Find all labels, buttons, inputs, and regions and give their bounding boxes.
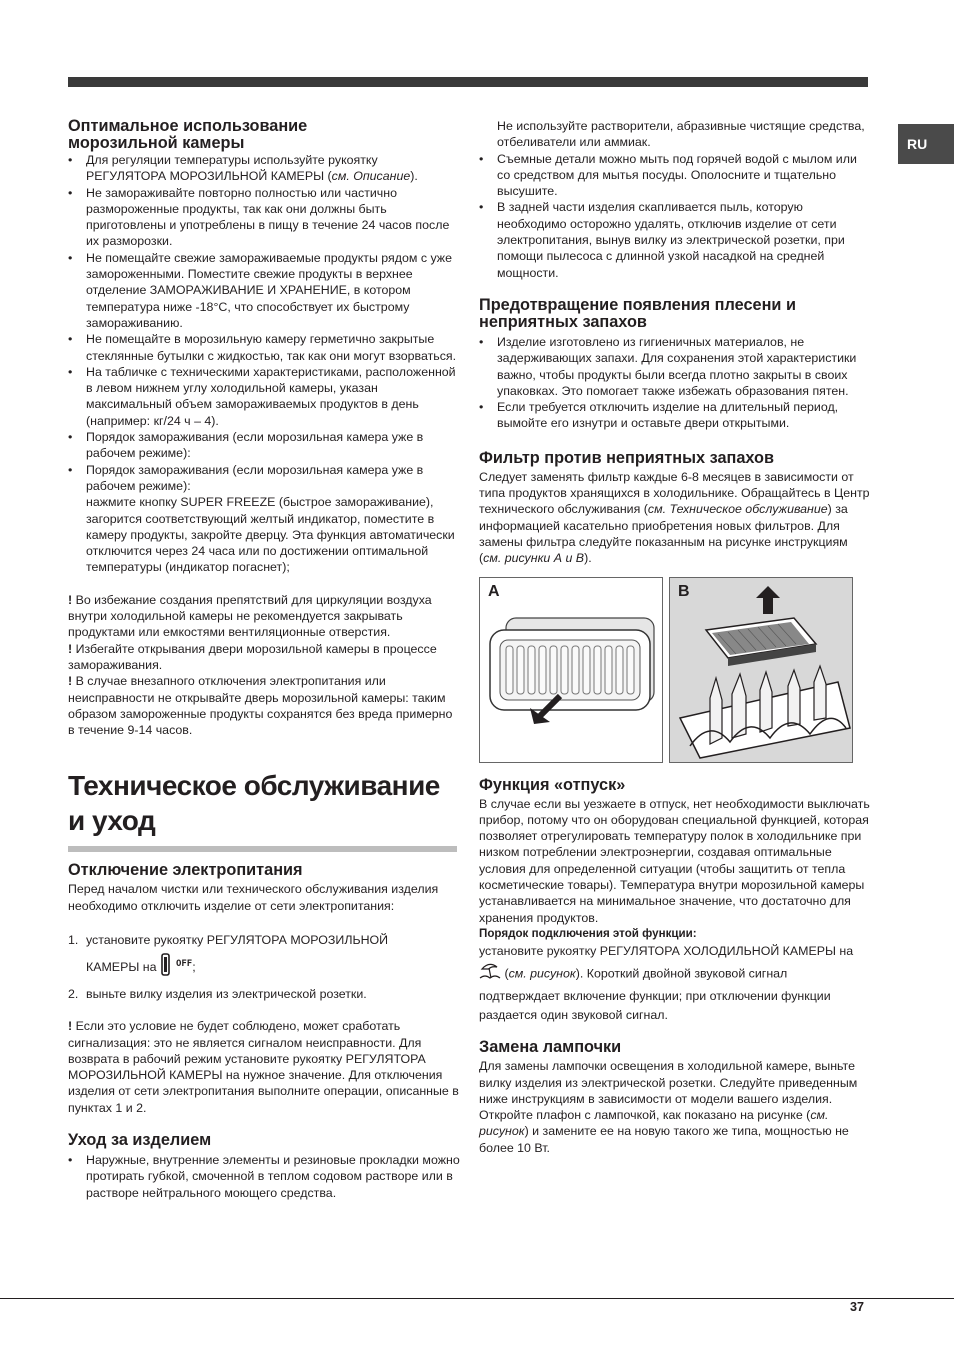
freezer-section-title: [68, 118, 460, 152]
list-item: 2. выньте вилку изделия из электрической розетки.: [68, 986, 367, 1001]
list-item: • На табличке с техническими характеристиками, расположенной в левом нижнем углу холодильной камеры, указан максимальный объем замораживаемых продуктов в день (например: кг/24 ч – 4).: [68, 364, 460, 429]
freezer-title-line-2: морозильной камеры: [68, 134, 245, 152]
power-steps: [68, 930, 460, 1002]
list-item: • В задней части изделия скапливается пыль, которую необходимо осторожно удалять, отключив изделие от сети электропитания, вынув вилку из электрической розетки, при помощи пылесоса с длинной узкой насадкой на средней мощности.: [479, 199, 871, 280]
care-section-title: Уход за изделием: [68, 1131, 212, 1150]
care-bullets-continued: [479, 118, 871, 281]
figure-b-label: B: [678, 582, 690, 600]
holiday-icon: [479, 961, 501, 987]
list-item: • Порядок замораживания (если морозильная камера уже в рабочем режиме):: [68, 429, 460, 462]
filter-removal-illustration: [670, 578, 852, 762]
list-item: • Не помещайте в морозильную камеру герметично закрытые стеклянные бутылки с жидкостью, так как они могут взорваться.: [68, 331, 460, 364]
header-rule: [68, 77, 868, 87]
mold-section-title: Предотвращение появления плесени и неприятных запахов: [479, 295, 796, 331]
figure-a: [479, 577, 663, 763]
list-item: • Съемные детали можно мыть под горячей водой с мылом или со средством для мытья посуды. Ополосните и тщательно высушите.: [479, 151, 871, 200]
power-intro: Перед началом чистки или технического обслуживания изделия необходимо отключить изделие от сети электропитания:: [68, 882, 439, 913]
power-warning: ! Если это условие не будет соблюдено, может сработать сигнализация: это не является сигналом неисправности. Для возврата в рабочий режим установите рукоятку РЕГУЛЯТОРА МОРОЗИЛЬНОЙ КАМЕРЫ на нужное значение. Для отключения изделия от сети электропитания выполните операции, описанные в пунктах 1 и 2.: [68, 1019, 459, 1115]
figure-a-label: A: [488, 582, 500, 600]
filter-figures: [479, 577, 871, 763]
filter-text: Следует заменять фильтр каждые 6-8 месяцев в зависимости от типа продуктов хранящихся в холодильнике. Обращайтесь в Центр технического обслуживания (см. Техническое обслуживание) за информацией касательно приобретения новых фильтров. Для замены фильтра следуйте показанным на рисунке инструкциям (см. рисунки А и В).: [479, 469, 870, 566]
page-title: Техническое обслуживание и уход: [68, 770, 440, 837]
footer-rule: [0, 1298, 954, 1299]
title-underbar: [68, 846, 457, 852]
list-item: • Наружные, внутренние элементы и резиновые прокладки можно протирать губкой, смоченной в теплом содовом растворе или в растворе нейтрального моющего средства.: [68, 1152, 460, 1201]
lamp-text: Для замены лампочки освещения в холодильной камере, выньте вилку изделия из электрической розетки. Следуйте приведенным ниже инструкциям в зависимости от модели вашего изделия. Откройте плафон с лампочкой, как показано на рисунке (см. рисунок) и замените ее на новую такого же типа, мощностью не более 10 Вт.: [479, 1059, 858, 1155]
list-item: • Изделие изготовлено из гигиеничных материалов, не задерживающих запахи. Для сохранения этой характеристики важно, чтобы продукты были всегда плотно закрыты в своих упаковках. Это помогает также избежать образования пятен.: [479, 334, 871, 399]
warning-door: ! Избегайте открывания двери морозильной камеры в процессе замораживания.: [68, 641, 437, 672]
list-item: • Если требуется отключить изделие на длительный период, вымойте его изнутри и оставьте двери открытыми.: [479, 399, 871, 432]
left-column: [68, 118, 460, 1201]
warning-circulation: ! Во избежание создания препятствий для циркуляции воздуха внутри холодильной камеры не рекомендуется закрывать продуктами или емкостями вентиляционные отверстия.: [68, 592, 432, 640]
list-item: 1. установите рукоятку РЕГУЛЯТОРА МОРОЗИЛЬНОЙ КАМЕРЫ на $^{OFF}$;: [68, 930, 460, 984]
freezer-title-line-1: Оптимальное использование: [68, 117, 308, 135]
mold-bullets: [479, 334, 871, 432]
holiday-procedure-label: Порядок подключения этой функции:: [479, 926, 697, 940]
power-section-title: Отключение электропитания: [68, 861, 303, 880]
list-item: • Порядок замораживания (если морозильная камера уже в рабочем режиме): нажмите кнопку SUPER FREEZE (быстрое замораживание), загорится соответствующий желтый индикатор, поместите в камеру продукты, закройте дверцу. Эта функция автоматически отключится через 24 часа или по достижении оптимальной температуры (индикатор погаснет);: [68, 462, 460, 576]
holiday-text: В случае если вы уезжаете в отпуск, нет необходимости выключать прибор, потому что он оборудован специальной функцией, которая позволяет отрегулировать температуру полок в холодильнике при низком потреблении электроэнергии, создавая оптимальные условия для определенной ситуации (чтобы защитить от тепла косметические товары). Температура внутри морозильной камеры устанавливается на минимальное значение, что достаточно для хранения продуктов.: [479, 796, 870, 925]
list-item: • Не помещайте свежие замораживаемые продукты рядом с уже замороженными. Поместите свежие продукты в верхнее отделение ЗАМОРАЖИВАНИЕ И ХРАНЕНИЕ, в котором температура ниже -18°С, что способствует их быстрому замораживанию.: [68, 250, 460, 331]
holiday-section-title: Функция «отпуск»: [479, 775, 626, 794]
off-label: OFF: [175, 958, 193, 969]
filter-section-title: Фильтр против неприятных запахов: [479, 448, 774, 467]
language-tab: RU: [898, 124, 954, 164]
page-number: 37: [850, 1300, 865, 1314]
filter-cover-illustration: [480, 578, 662, 762]
list-item: Не используйте растворители, абразивные чистящие средства, отбеливатели или аммиак.: [497, 119, 865, 150]
holiday-procedure: установите рукоятку РЕГУЛЯТОРА ХОЛОДИЛЬНОЙ КАМЕРЫ на (см. рисунок). Короткий двойной звуковой сигнал подтверждает включение функции; при отключении функции раздается один звуковой сигнал.: [479, 944, 854, 1023]
right-column: [479, 118, 871, 1156]
list-item: • Не замораживайте повторно полностью или частично размороженные продукты, так как они должны быть приготовлены и употреблены в пищу в течение 24 часов после их разморозки.: [68, 185, 460, 250]
figure-b: [669, 577, 853, 763]
care-bullets: [68, 1152, 460, 1201]
warning-power-outage: ! В случае внезапного отключения электропитания или неисправности не открывайте дверь морозильной камеры: таким образом замороженные продукты сохранятся без вреда примерно в течение 9-14 часов.: [68, 674, 453, 738]
freezer-bullets: [68, 152, 460, 576]
lamp-section-title: Замена лампочки: [479, 1038, 622, 1057]
list-item: • Для регуляции температуры используйте рукоятку РЕГУЛЯТОРА МОРОЗИЛЬНОЙ КАМЕРЫ (см. Описание).: [68, 152, 460, 185]
